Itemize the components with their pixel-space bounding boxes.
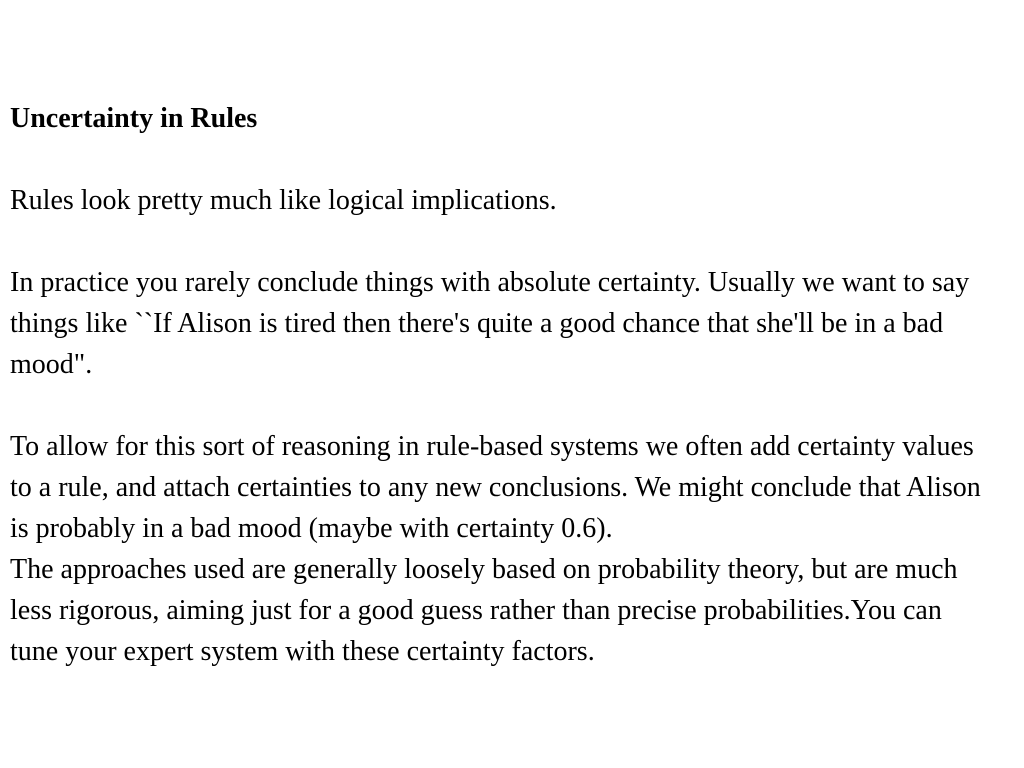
slide-title: Uncertainty in Rules <box>10 103 258 134</box>
paragraph-approaches: The approaches used are generally loosely based on probability theory, but are much less rigorous, aiming just for a good guess rather than precise probabilities.You can tune your expert system with these certainty factors. <box>10 554 958 667</box>
paragraph-certainty-values: To allow for this sort of reasoning in rule-based systems we often add certainty values to a rule, and attach certainties to any new conclusions. We might conclude that Alison is probably in a bad mood (maybe with certainty 0.6). <box>10 431 981 544</box>
paragraph-gap <box>10 221 988 262</box>
paragraph-rules-implications: Rules look pretty much like logical implications. <box>10 185 557 216</box>
paragraph-gap <box>10 385 988 426</box>
paragraph-practice-uncertainty: In practice you rarely conclude things with absolute certainty. Usually we want to say things like ``If Alison is tired then there's quite a good chance that she'll be in a bad mood". <box>10 267 970 380</box>
